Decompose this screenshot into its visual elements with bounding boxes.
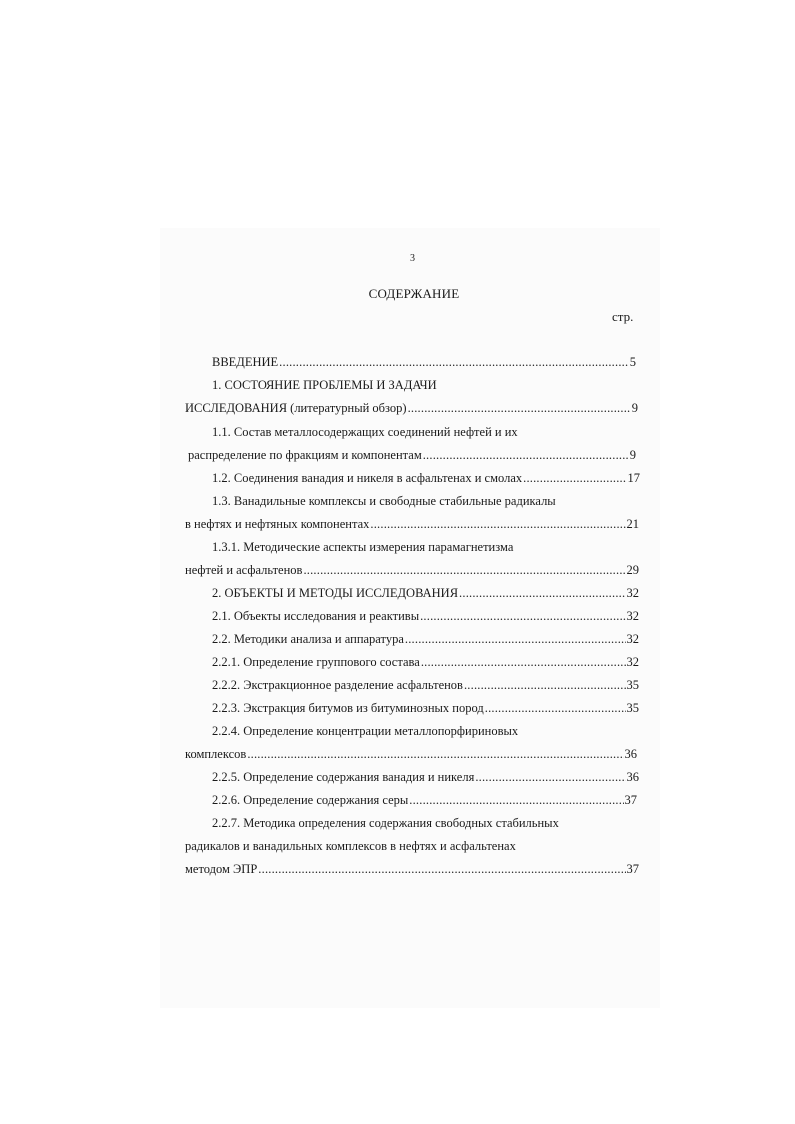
- toc-entry-text: 2. ОБЪЕКТЫ И МЕТОДЫ ИССЛЕДОВАНИЯ: [212, 586, 459, 600]
- toc-heading: СОДЕРЖАНИЕ: [368, 286, 460, 301]
- toc-entry-page: 37: [624, 793, 637, 807]
- leader-dots: [408, 400, 631, 416]
- toc-entry-1-1: [188, 447, 636, 463]
- leader-dots: [303, 562, 625, 578]
- leader-dots: [370, 516, 625, 532]
- toc-entry-line: 2.2.7. Методика определения содержания свободных стабильных: [212, 816, 559, 830]
- toc-entry-text: 2.2.6. Определение содержания серы: [212, 793, 409, 807]
- toc-entry-2-2-7: [185, 861, 639, 877]
- toc-entry-1-2: [212, 470, 640, 486]
- toc-entry-text: нефтей и асфальтенов: [185, 563, 303, 577]
- toc-entry-chapter-2: [212, 585, 639, 601]
- toc-entry-page: 9: [631, 401, 638, 415]
- toc-entry-text: 2.2. Методики анализа и аппаратура: [212, 632, 404, 646]
- toc-entry-text: 2.2.5. Определение содержания ванадия и никеля: [212, 770, 475, 784]
- toc-entry-page: 9: [629, 448, 636, 462]
- leader-dots: [409, 792, 623, 808]
- leader-dots: [464, 677, 626, 693]
- toc-entry-1-3-1: [185, 562, 639, 578]
- leader-dots: [523, 470, 626, 486]
- toc-entry-line: 1.3. Ванадильные комплексы и свободные стабильные радикалы: [212, 494, 556, 508]
- leader-dots: [423, 447, 629, 463]
- leader-dots: [405, 631, 626, 647]
- page-column-label: стр.: [612, 309, 634, 324]
- toc-entry-1-3: [185, 516, 639, 532]
- toc-entry-line: 1.1. Состав металлосодержащих соединений нефтей и их: [212, 425, 518, 439]
- toc-entry-2-1: [212, 608, 639, 624]
- toc-entry-text: комплексов: [185, 747, 247, 761]
- toc-entry-page: 32: [626, 632, 639, 646]
- toc-entry-page: 36: [626, 770, 639, 784]
- toc-entry-2-2-2: [212, 677, 639, 693]
- toc-entry-page: 37: [626, 862, 639, 876]
- toc-entry-page: 32: [626, 609, 639, 623]
- toc-entry-page: 21: [626, 517, 639, 531]
- toc-entry-page: 32: [626, 586, 639, 600]
- toc-entry-2-2-3: [212, 700, 639, 716]
- toc-entry-line: 1.3.1. Методические аспекты измерения парамагнетизма: [212, 540, 514, 554]
- toc-entry-text: 2.1. Объекты исследования и реактивы: [212, 609, 420, 623]
- toc-entry-page: 17: [627, 471, 640, 485]
- leader-dots: [459, 585, 625, 601]
- leader-dots: [279, 354, 629, 370]
- toc-entry-chapter-1: [185, 400, 638, 416]
- leader-dots: [421, 654, 626, 670]
- toc-entry-2-2-1: [212, 654, 639, 670]
- leader-dots: [247, 746, 623, 762]
- toc-entry-text: методом ЭПР: [185, 862, 258, 876]
- toc-entry-2-2-5: [212, 769, 639, 785]
- toc-entry-line: радикалов и ванадильных комплексов в нефтях и асфальтенах: [185, 839, 516, 853]
- toc-entry-text: 2.2.3. Экстракция битумов из битуминозных пород: [212, 701, 484, 715]
- toc-entry-text: ВВЕДЕНИЕ: [212, 355, 279, 369]
- leader-dots: [258, 861, 625, 877]
- leader-dots: [475, 769, 625, 785]
- toc-entry-text: распределение по фракциям и компонентам: [188, 448, 422, 462]
- toc-entry-2-2-4: [185, 746, 637, 762]
- toc-entry-2-2-6: [212, 792, 637, 808]
- toc-entry-page: 5: [629, 355, 636, 369]
- toc-entry-text: ИССЛЕДОВАНИЯ (литературный обзор): [185, 401, 407, 415]
- toc-entry-page: 36: [624, 747, 637, 761]
- toc-entry-line: 2.2.4. Определение концентрации металлопорфириновых: [212, 724, 519, 738]
- leader-dots: [485, 700, 626, 716]
- page-number: 3: [410, 253, 415, 264]
- toc-entry-page: 35: [626, 701, 639, 715]
- toc-entry-text: 2.2.2. Экстракционное разделение асфальтенов: [212, 678, 463, 692]
- toc-entry-introduction: [212, 354, 636, 370]
- toc-entry-2-2: [212, 631, 639, 647]
- toc-entry-page: 29: [626, 563, 639, 577]
- toc-entry-page: 32: [626, 655, 639, 669]
- toc-entry-text: 2.2.1. Определение группового состава: [212, 655, 420, 669]
- toc-entry-text: в нефтях и нефтяных компонентах: [185, 517, 370, 531]
- toc-entry-text: 1.2. Соединения ванадия и никеля в асфальтенах и смолах: [212, 471, 523, 485]
- leader-dots: [420, 608, 625, 624]
- toc-entry-page: 35: [626, 678, 639, 692]
- toc-entry-line: 1. СОСТОЯНИЕ ПРОБЛЕМЫ И ЗАДАЧИ: [212, 378, 437, 392]
